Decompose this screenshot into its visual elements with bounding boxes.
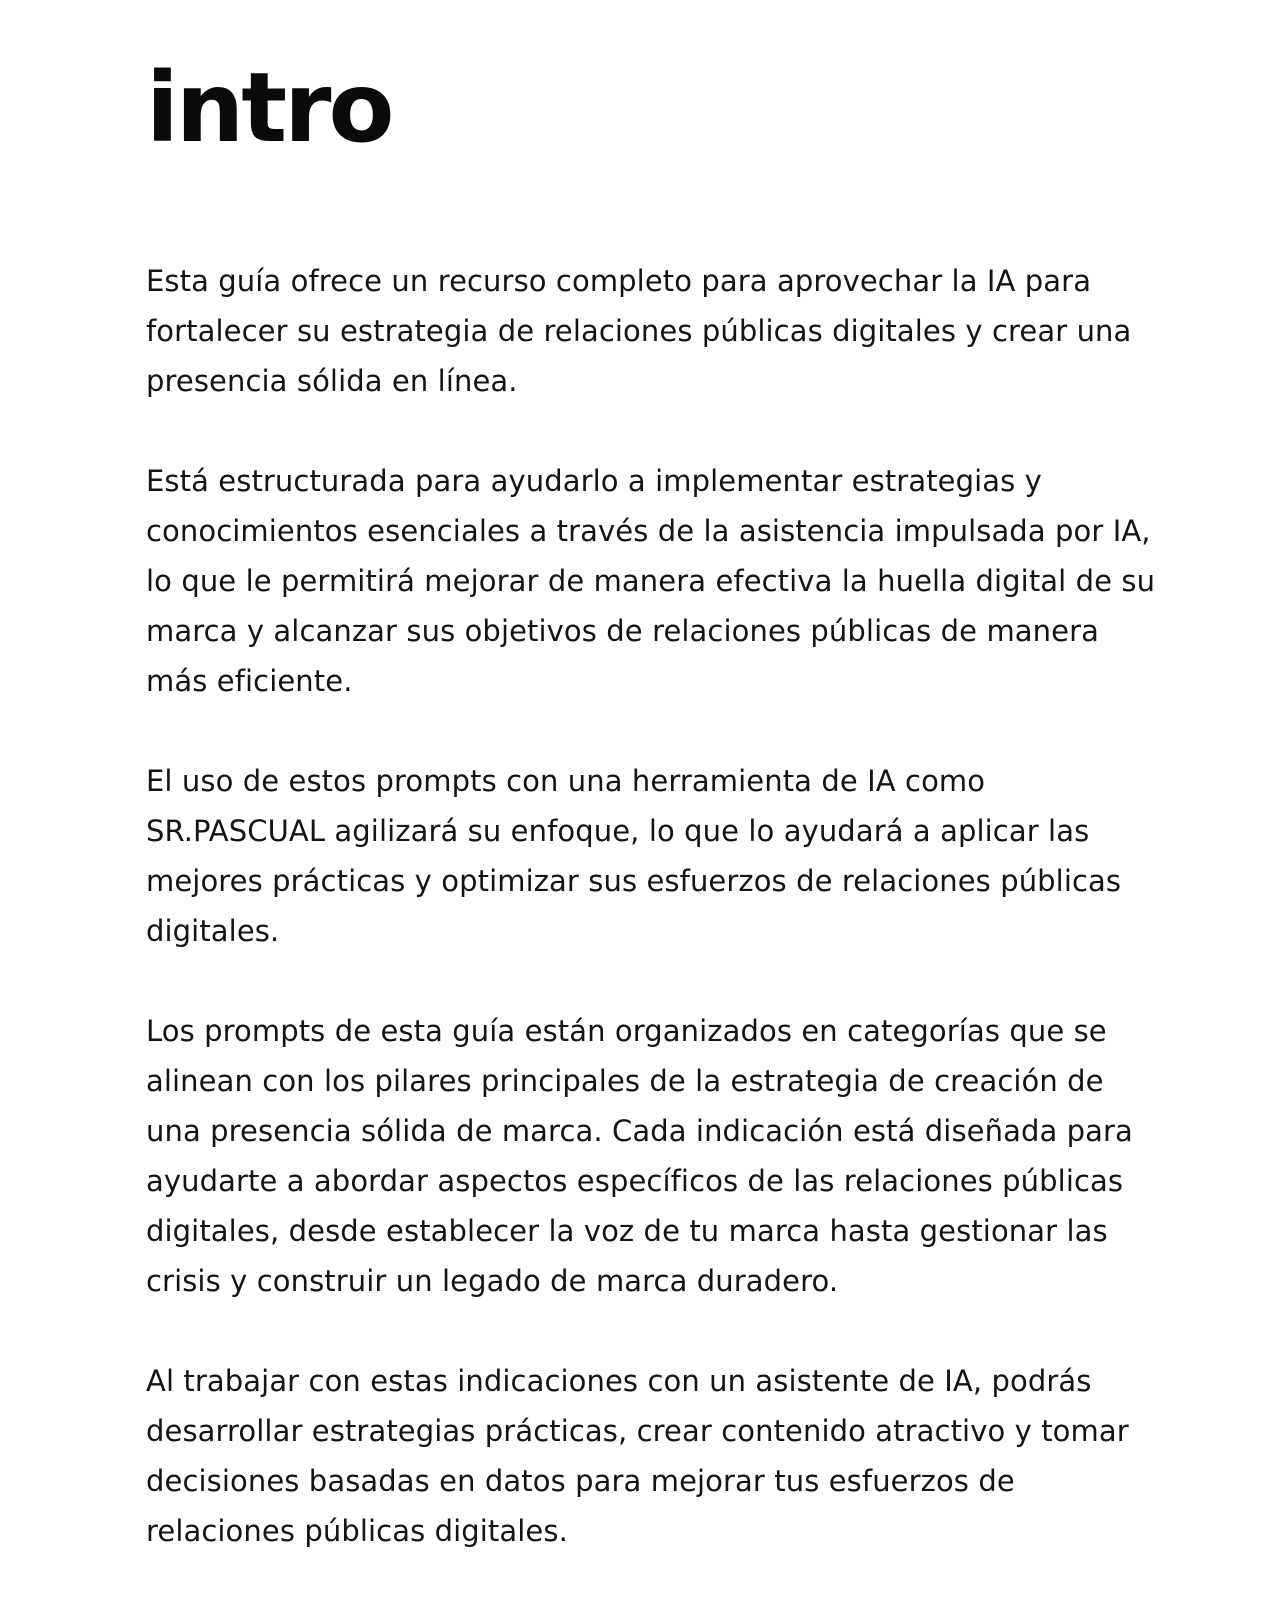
intro-paragraph-3: El uso de estos prompts con una herramienta de IA como SR.PASCUAL agilizará su enfoque, lo que lo ayudará a aplicar las mejores prácticas y optimizar sus esfuerzos de relaciones públicas digitales.: [146, 764, 1122, 948]
intro-paragraph-5: Al trabajar con estas indicaciones con un asistente de IA, podrás desarrollar estrategias prácticas, crear contenido atractivo y tomar decisiones basadas en datos para mejorar tus esfuerzos de relaciones públicas digitales.: [146, 1364, 1129, 1548]
intro-paragraph-1: Esta guía ofrece un recurso completo para aprovechar la IA para fortalecer su estrategia de relaciones públicas digitales y crear una presencia sólida en línea.: [146, 264, 1132, 398]
document-page: [146, 52, 1156, 1606]
intro-paragraph-4: Los prompts de esta guía están organizados en categorías que se alinean con los pilares principales de la estrategia de creación de una presencia sólida de marca. Cada indicación está diseñada para ayudarte a abordar aspectos específicos de las relaciones públicas digitales, desde establecer la voz de tu marca hasta gestionar las crisis y construir un legado de marca duradero.: [146, 1014, 1133, 1298]
intro-paragraph-2: Está estructurada para ayudarlo a implementar estrategias y conocimientos esenciales a través de la asistencia impulsada por IA, lo que le permitirá mejorar de manera efectiva la huella digital de su marca y alcanzar sus objetivos de relaciones públicas de manera más eficiente.: [146, 464, 1156, 698]
intro-body: [146, 256, 1156, 1556]
page-title: intro: [146, 52, 392, 164]
